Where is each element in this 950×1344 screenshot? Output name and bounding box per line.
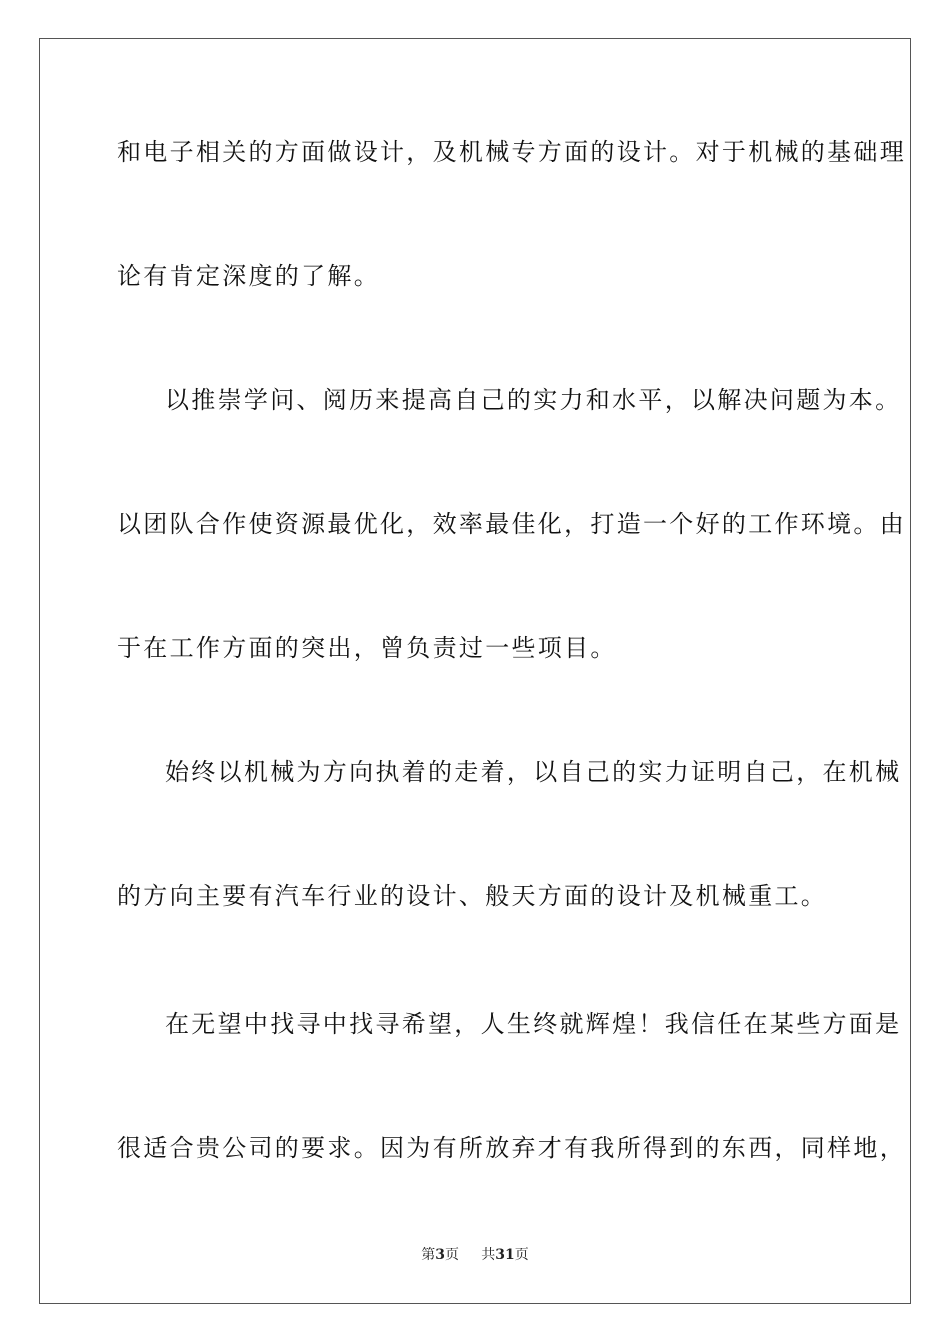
page-prefix: 第: [421, 1247, 436, 1263]
page-unit: 页: [445, 1247, 459, 1263]
body-text-line: 以团队合作使资源最优化，效率最佳化，打造一个好的工作环境。由: [117, 510, 906, 538]
body-text-line: 在无望中找寻中找寻希望，人生终就辉煌！我信任在某些方面是: [165, 1010, 902, 1038]
body-text-line: 和电子相关的方面做设计，及机械专方面的设计。对于机械的基础理: [117, 138, 906, 166]
current-page-number: 3: [435, 1247, 445, 1263]
body-text-line: 的方向主要有汽车行业的设计、般天方面的设计及机械重工。: [117, 882, 828, 910]
body-text-line: 始终以机械为方向执着的走着，以自己的实力证明自己，在机械: [165, 758, 902, 786]
body-text-line: 以推崇学问、阅历来提高自己的实力和水平，以解决问题为本。: [165, 386, 902, 414]
total-unit: 页: [514, 1247, 529, 1263]
body-text-line: 很适合贵公司的要求。因为有所放弃才有我所得到的东西，同样地，: [117, 1134, 906, 1162]
total-page-count: 31: [495, 1247, 515, 1263]
page-border: [39, 38, 911, 1304]
total-prefix: 共: [481, 1247, 496, 1263]
body-text-line: 于在工作方面的突出，曾负责过一些项目。: [117, 634, 617, 662]
body-text-line: 论有肯定深度的了解。: [117, 262, 380, 290]
page-footer: [0, 1246, 950, 1264]
